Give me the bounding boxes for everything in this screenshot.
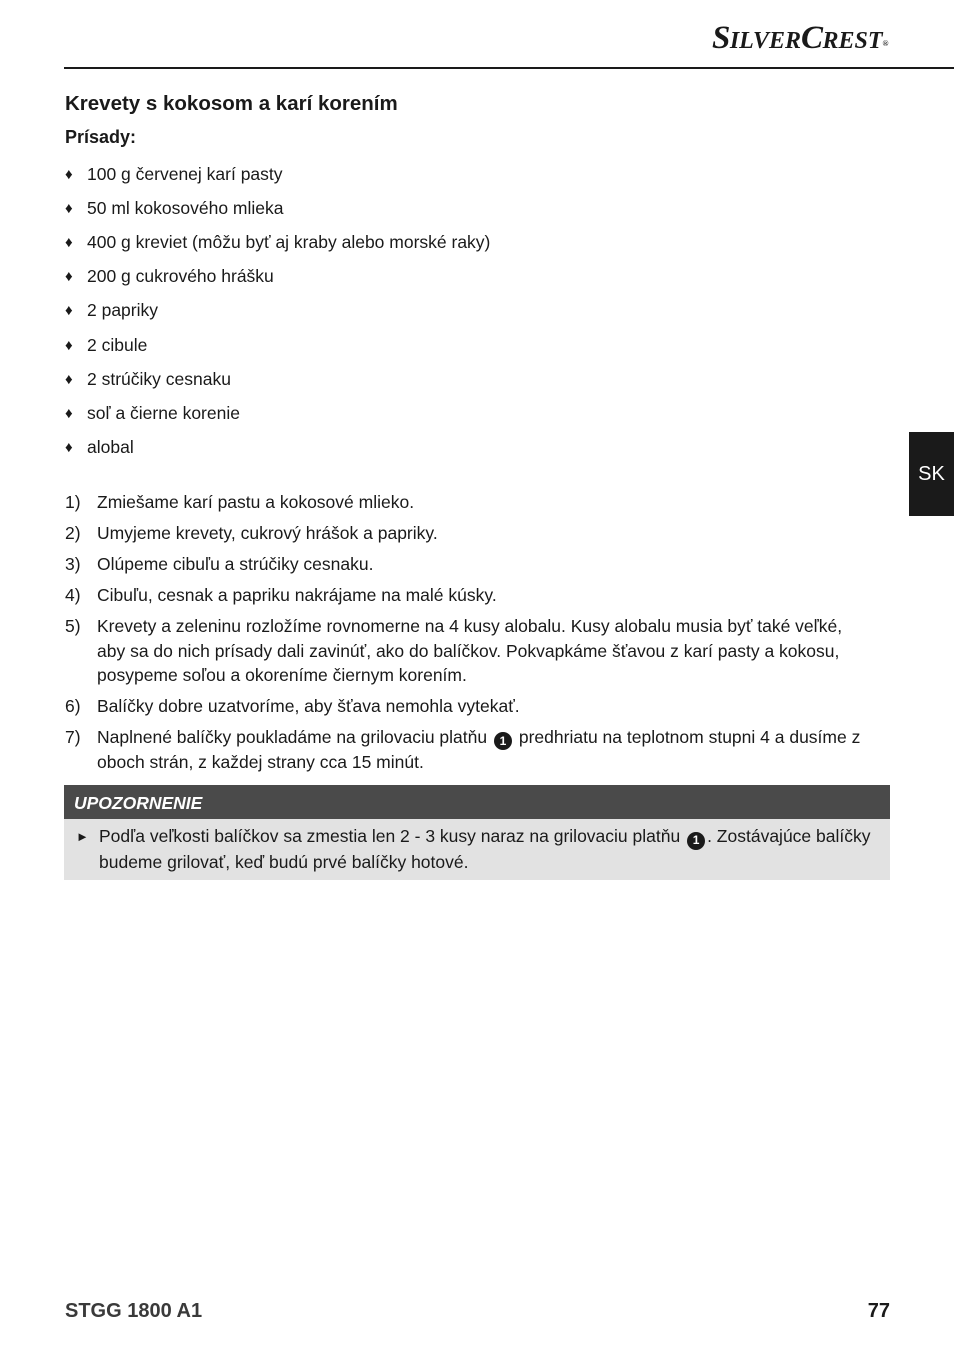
step-number: 3) bbox=[65, 554, 81, 574]
diamond-bullet-icon: ♦ bbox=[65, 404, 73, 422]
ingredient-item: ♦ alobal bbox=[65, 437, 134, 458]
step-text: Umyjeme krevety, cukrový hrášok a papriky. bbox=[97, 523, 438, 543]
step-number: 7) bbox=[65, 727, 81, 747]
silvercrest-logo: SILVERCREST® bbox=[711, 20, 888, 56]
step-number: 4) bbox=[65, 585, 81, 605]
step-number: 1) bbox=[65, 492, 81, 512]
step-text: Cibuľu, cesnak a papriku nakrájame na malé kúsky. bbox=[97, 585, 497, 605]
ingredient-item: ♦ 100 g červenej karí pasty bbox=[65, 163, 283, 184]
step-item bbox=[65, 694, 865, 719]
diamond-bullet-icon: ♦ bbox=[65, 336, 73, 354]
diamond-bullet-icon: ♦ bbox=[65, 233, 73, 251]
step-text: Naplnené balíčky poukladáme na grilovaciu platňu 1 predhriatu na teplotnom stupni 4 a dusíme z oboch strán, z každej strany cca 15 minút. bbox=[97, 727, 861, 773]
notice-body bbox=[64, 819, 890, 880]
ingredient-item: ♦ 2 papriky bbox=[65, 300, 159, 321]
step-number: 5) bbox=[65, 616, 81, 636]
step-item bbox=[65, 552, 865, 577]
step-item bbox=[65, 614, 865, 688]
notice-text: Podľa veľkosti balíčkov sa zmestia len 2 - 3 kusy naraz na grilovaciu platňu 1 . Zostávajúce balíčky budeme grilovať, keď budú prvé balíčky hotové. bbox=[99, 826, 871, 872]
language-tab: SK bbox=[909, 432, 954, 516]
diamond-bullet-icon: ♦ bbox=[65, 370, 73, 388]
diamond-bullet-icon: ♦ bbox=[65, 199, 73, 217]
header-rule bbox=[64, 67, 954, 69]
diamond-bullet-icon: ♦ bbox=[65, 439, 73, 457]
ingredient-item: ♦ 2 strúčiky cesnaku bbox=[65, 368, 231, 389]
ingredient-item: ♦ 50 ml kokosového mlieka bbox=[65, 197, 284, 218]
step-item bbox=[65, 725, 865, 775]
part-number-badge: 1 bbox=[494, 732, 512, 750]
step-number: 2) bbox=[65, 523, 81, 543]
step-text: Zmiešame karí pastu a kokosové mlieko. bbox=[97, 492, 415, 512]
steps-list bbox=[65, 490, 865, 781]
ingredient-item: ♦ 200 g cukrového hrášku bbox=[65, 266, 274, 287]
step-item bbox=[65, 583, 865, 608]
notice-box bbox=[64, 785, 890, 880]
ingredient-item: ♦ 2 cibule bbox=[65, 334, 148, 355]
part-number-badge: 1 bbox=[687, 832, 705, 850]
recipe-title: Krevety s kokosom a karí korením bbox=[65, 92, 398, 115]
ingredients-list bbox=[65, 157, 490, 465]
ingredients-heading: Prísady: bbox=[65, 127, 137, 147]
diamond-bullet-icon: ♦ bbox=[65, 302, 73, 320]
step-text: Olúpeme cibuľu a strúčiky cesnaku. bbox=[97, 554, 374, 574]
diamond-bullet-icon: ♦ bbox=[65, 165, 73, 183]
model-number: STGG 1800 A1 bbox=[65, 1300, 203, 1322]
step-item bbox=[65, 490, 865, 515]
step-number: 6) bbox=[65, 696, 81, 716]
step-text: Balíčky dobre uzatvoríme, aby šťava nemohla vytekať. bbox=[97, 696, 520, 716]
ingredient-item: ♦ 400 g kreviet (môžu byť aj kraby alebo morské raky) bbox=[65, 231, 491, 252]
diamond-bullet-icon: ♦ bbox=[65, 268, 73, 286]
ingredient-item: ♦ soľ a čierne korenie bbox=[65, 402, 240, 423]
step-item bbox=[65, 521, 865, 546]
page-number: 77 bbox=[867, 1300, 890, 1322]
notice-heading: UPOZORNENIE bbox=[64, 785, 890, 819]
arrow-right-icon: ► bbox=[76, 829, 89, 844]
step-text: Krevety a zeleninu rozložíme rovnomerne na 4 kusy alobalu. Kusy alobalu musia byť také veľké, aby sa do nich prísady dali zavinúť, ako do balíčkov. Pokvapkáme šťavou z karí pasty a kokosu, posypeme soľou a okoreníme čiernym korením. bbox=[97, 616, 843, 685]
